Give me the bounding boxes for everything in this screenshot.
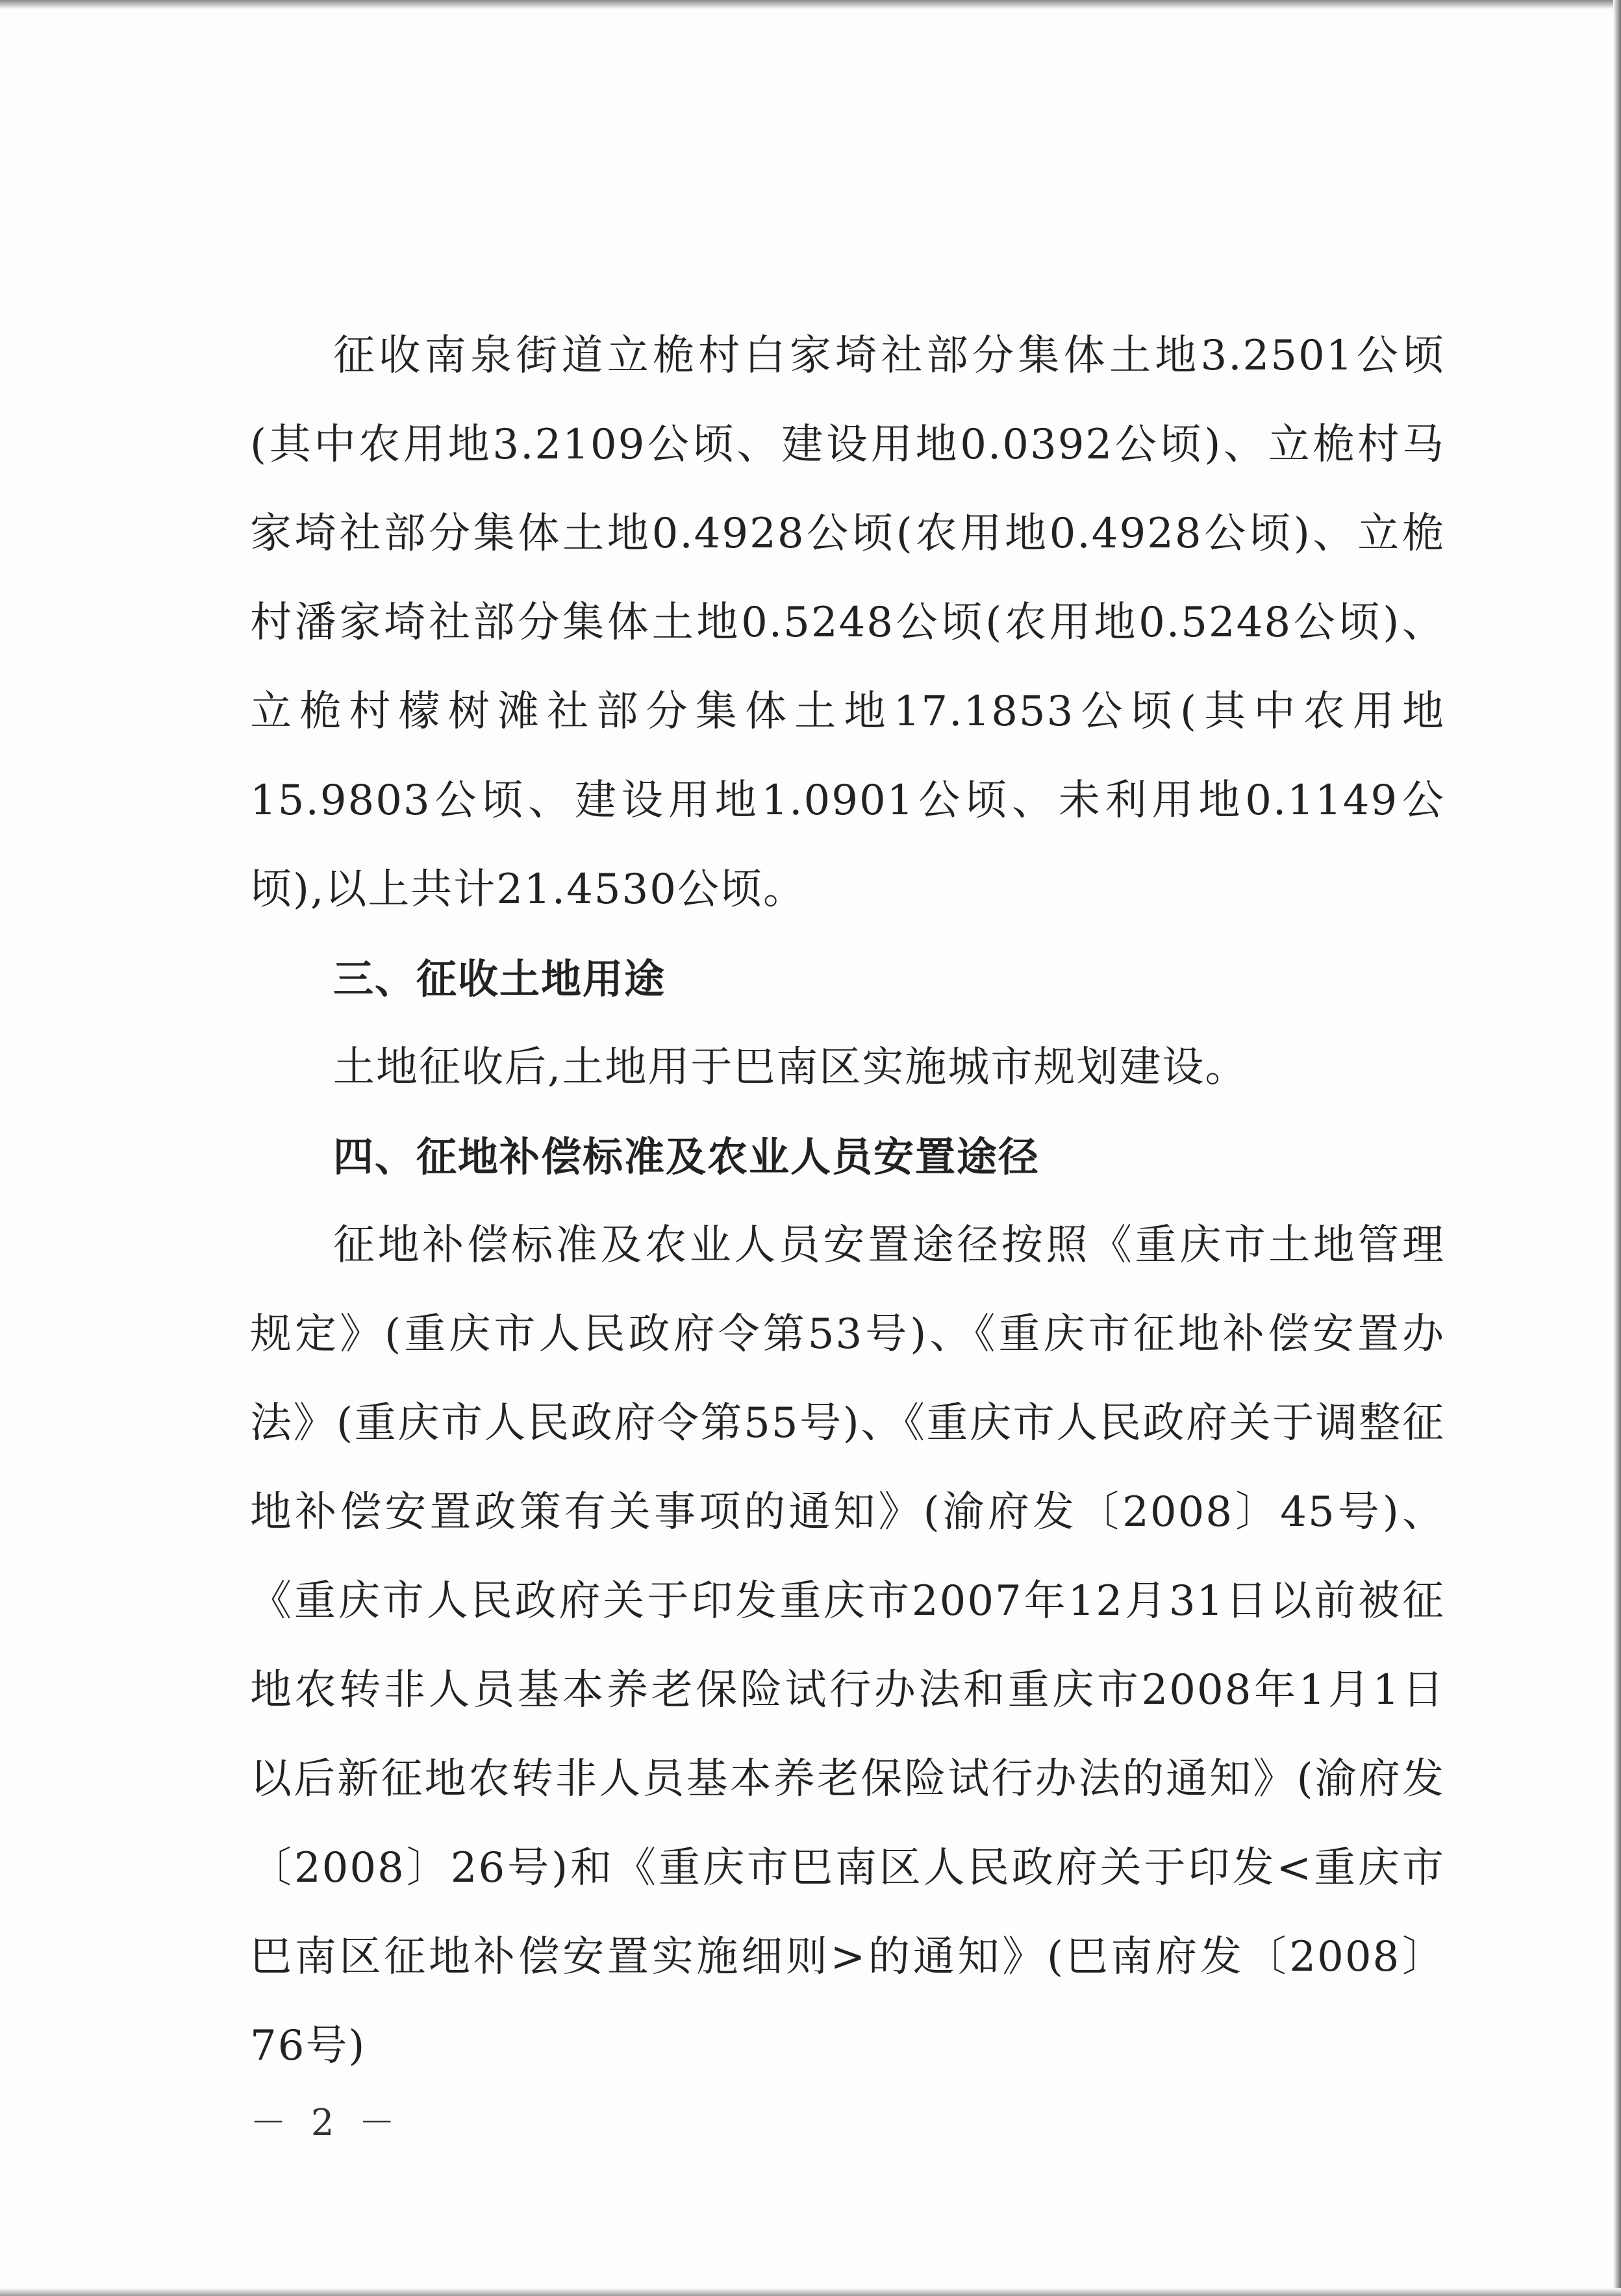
scan-edge bbox=[0, 2288, 1621, 2296]
scan-edge bbox=[0, 0, 1621, 9]
heading-compensation: 四、征地补偿标准及农业人员安置途径 bbox=[333, 1133, 1040, 1180]
heading-land-use: 三、征收土地用途 bbox=[333, 955, 666, 1003]
page-number: － 2 － bbox=[250, 2102, 402, 2144]
document-body bbox=[250, 312, 1445, 2091]
paragraph-land-use: 土地征收后,土地用于巴南区实施城市规划建设。 bbox=[333, 1043, 1248, 1092]
scan-edge bbox=[1613, 0, 1621, 2296]
paragraph-land-parcels: 征收南泉街道立桅村白家埼社部分集体土地3.2501公顷(其中农用地3.2109公顷、建设用地0.0392公顷)、立桅村马家埼社部分集体土地0.4928公顷(农用地0.4928公顷)、立桅村潘家埼社部分集体土地0.5248公顷(农用地0.5248公顷)、立桅村檬树滩社部分集体土地17.1853公顷(其中农用地15.9803公顷、建设用地1.0901公顷、未利用地0.1149公顷),以上共计21.4530公顷。 bbox=[250, 332, 1445, 914]
paragraph-compensation: 征地补偿标准及农业人员安置途径按照《重庆市土地管理规定》(重庆市人民政府令第53号)、《重庆市征地补偿安置办法》(重庆市人民政府令第55号)、《重庆市人民政府关于调整征地补偿安置政策有关事项的通知》(渝府发〔2008〕45号)、《重庆市人民政府关于印发重庆市2007年12月31日以前被征地农转非人员基本养老保险试行办法和重庆市2008年1月1日以后新征地农转非人员基本养老保险试行办法的通知》(渝府发〔2008〕26号)和《重庆市巴南区人民政府关于印发<重庆市巴南区征地补偿安置实施细则>的通知》(巴南府发〔2008〕76号) bbox=[250, 1221, 1445, 2070]
